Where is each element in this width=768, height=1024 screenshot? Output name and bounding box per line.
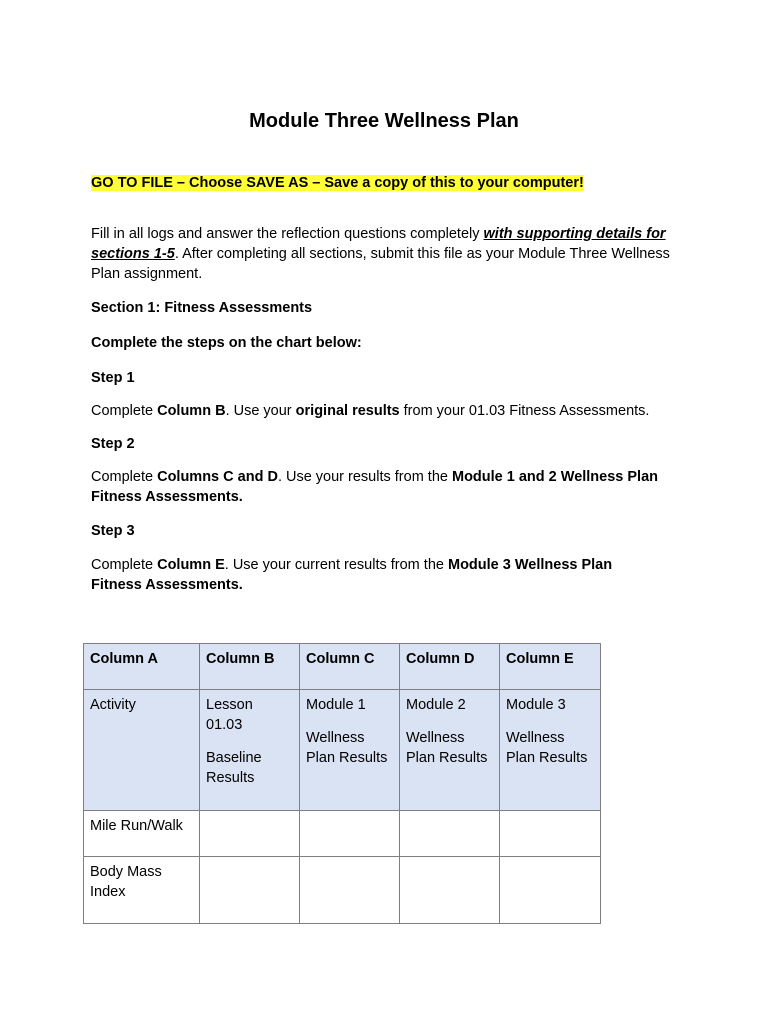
activity-cell: Body Mass Index (84, 857, 200, 924)
step-3-text-part: Complete (91, 557, 158, 573)
cell-text: Module 2 (406, 697, 466, 713)
step-1-text-part: from your 01.03 Fitness Assessments. (399, 403, 650, 419)
intro-paragraph (91, 224, 671, 284)
input-cell[interactable] (300, 857, 400, 924)
step-2-text-part: . Use your results from the (277, 469, 452, 485)
subheader-cell (500, 690, 601, 811)
fitness-assessment-table (83, 643, 601, 924)
activity-label-cell (84, 690, 200, 811)
cell-text: Wellness Plan Results (506, 730, 588, 766)
step-1-heading: Step 1 (91, 370, 135, 386)
header-cell: Column D (400, 644, 500, 690)
header-cell: Column E (500, 644, 601, 690)
steps-intro: Complete the steps on the chart below: (91, 335, 362, 351)
step-2-text (91, 467, 661, 507)
step-2-bold-part: Columns C and D (157, 469, 278, 485)
intro-emphasis: with supporting details for sections 1-5 (91, 226, 666, 262)
cell-text: Wellness Plan Results (406, 730, 488, 766)
subheader-cell (200, 690, 300, 811)
step-1-text (91, 401, 691, 421)
input-cell[interactable] (300, 811, 400, 857)
input-cell[interactable] (500, 811, 601, 857)
step-3-bold-part: Module 3 Wellness Plan Fitness Assessments. (91, 557, 613, 593)
input-cell[interactable] (200, 811, 300, 857)
step-1-text-part: . Use your (225, 403, 296, 419)
input-cell[interactable] (500, 857, 601, 924)
step-2-bold-part: Module 1 and 2 Wellness Plan Fitness Assessments. (91, 469, 659, 505)
step-3-bold-part: Column E (157, 557, 225, 573)
step-3-text-part: . Use your current results from the (224, 557, 448, 573)
table-header-row (84, 644, 601, 690)
cell-text: Activity (90, 697, 136, 713)
header-cell: Column A (84, 644, 200, 690)
step-1-bold-part: Column B (157, 403, 226, 419)
highlighted-instruction: GO TO FILE – Choose SAVE AS – Save a copy of this to your computer! (91, 175, 584, 191)
step-3-text (91, 555, 661, 595)
table-row (84, 857, 601, 924)
header-cell: Column B (200, 644, 300, 690)
cell-text: Baseline Results (206, 750, 262, 786)
document-title: Module Three Wellness Plan (249, 110, 519, 132)
activity-cell: Mile Run/Walk (84, 811, 200, 857)
table-subheader-row (84, 690, 601, 811)
input-cell[interactable] (400, 811, 500, 857)
input-cell[interactable] (400, 857, 500, 924)
input-cell[interactable] (200, 857, 300, 924)
step-3-heading: Step 3 (91, 523, 135, 539)
step-1-bold-part: original results (295, 403, 400, 419)
step-2-heading: Step 2 (91, 436, 135, 452)
intro-text-2: . After completing all sections, submit this file as your Module Three Wellness Plan assignment. (91, 246, 670, 282)
intro-text-1: Fill in all logs and answer the reflection questions completely (91, 226, 484, 242)
cell-text: Lesson 01.03 (206, 697, 253, 733)
section-heading: Section 1: Fitness Assessments (91, 300, 313, 316)
header-cell: Column C (300, 644, 400, 690)
subheader-cell (300, 690, 400, 811)
save-instruction (91, 173, 681, 193)
table-row (84, 811, 601, 857)
cell-text: Module 1 (306, 697, 366, 713)
step-2-text-part: Complete (91, 469, 158, 485)
subheader-cell (400, 690, 500, 811)
cell-text: Wellness Plan Results (306, 730, 388, 766)
cell-text: Module 3 (506, 697, 566, 713)
step-1-text-part: Complete (91, 403, 158, 419)
